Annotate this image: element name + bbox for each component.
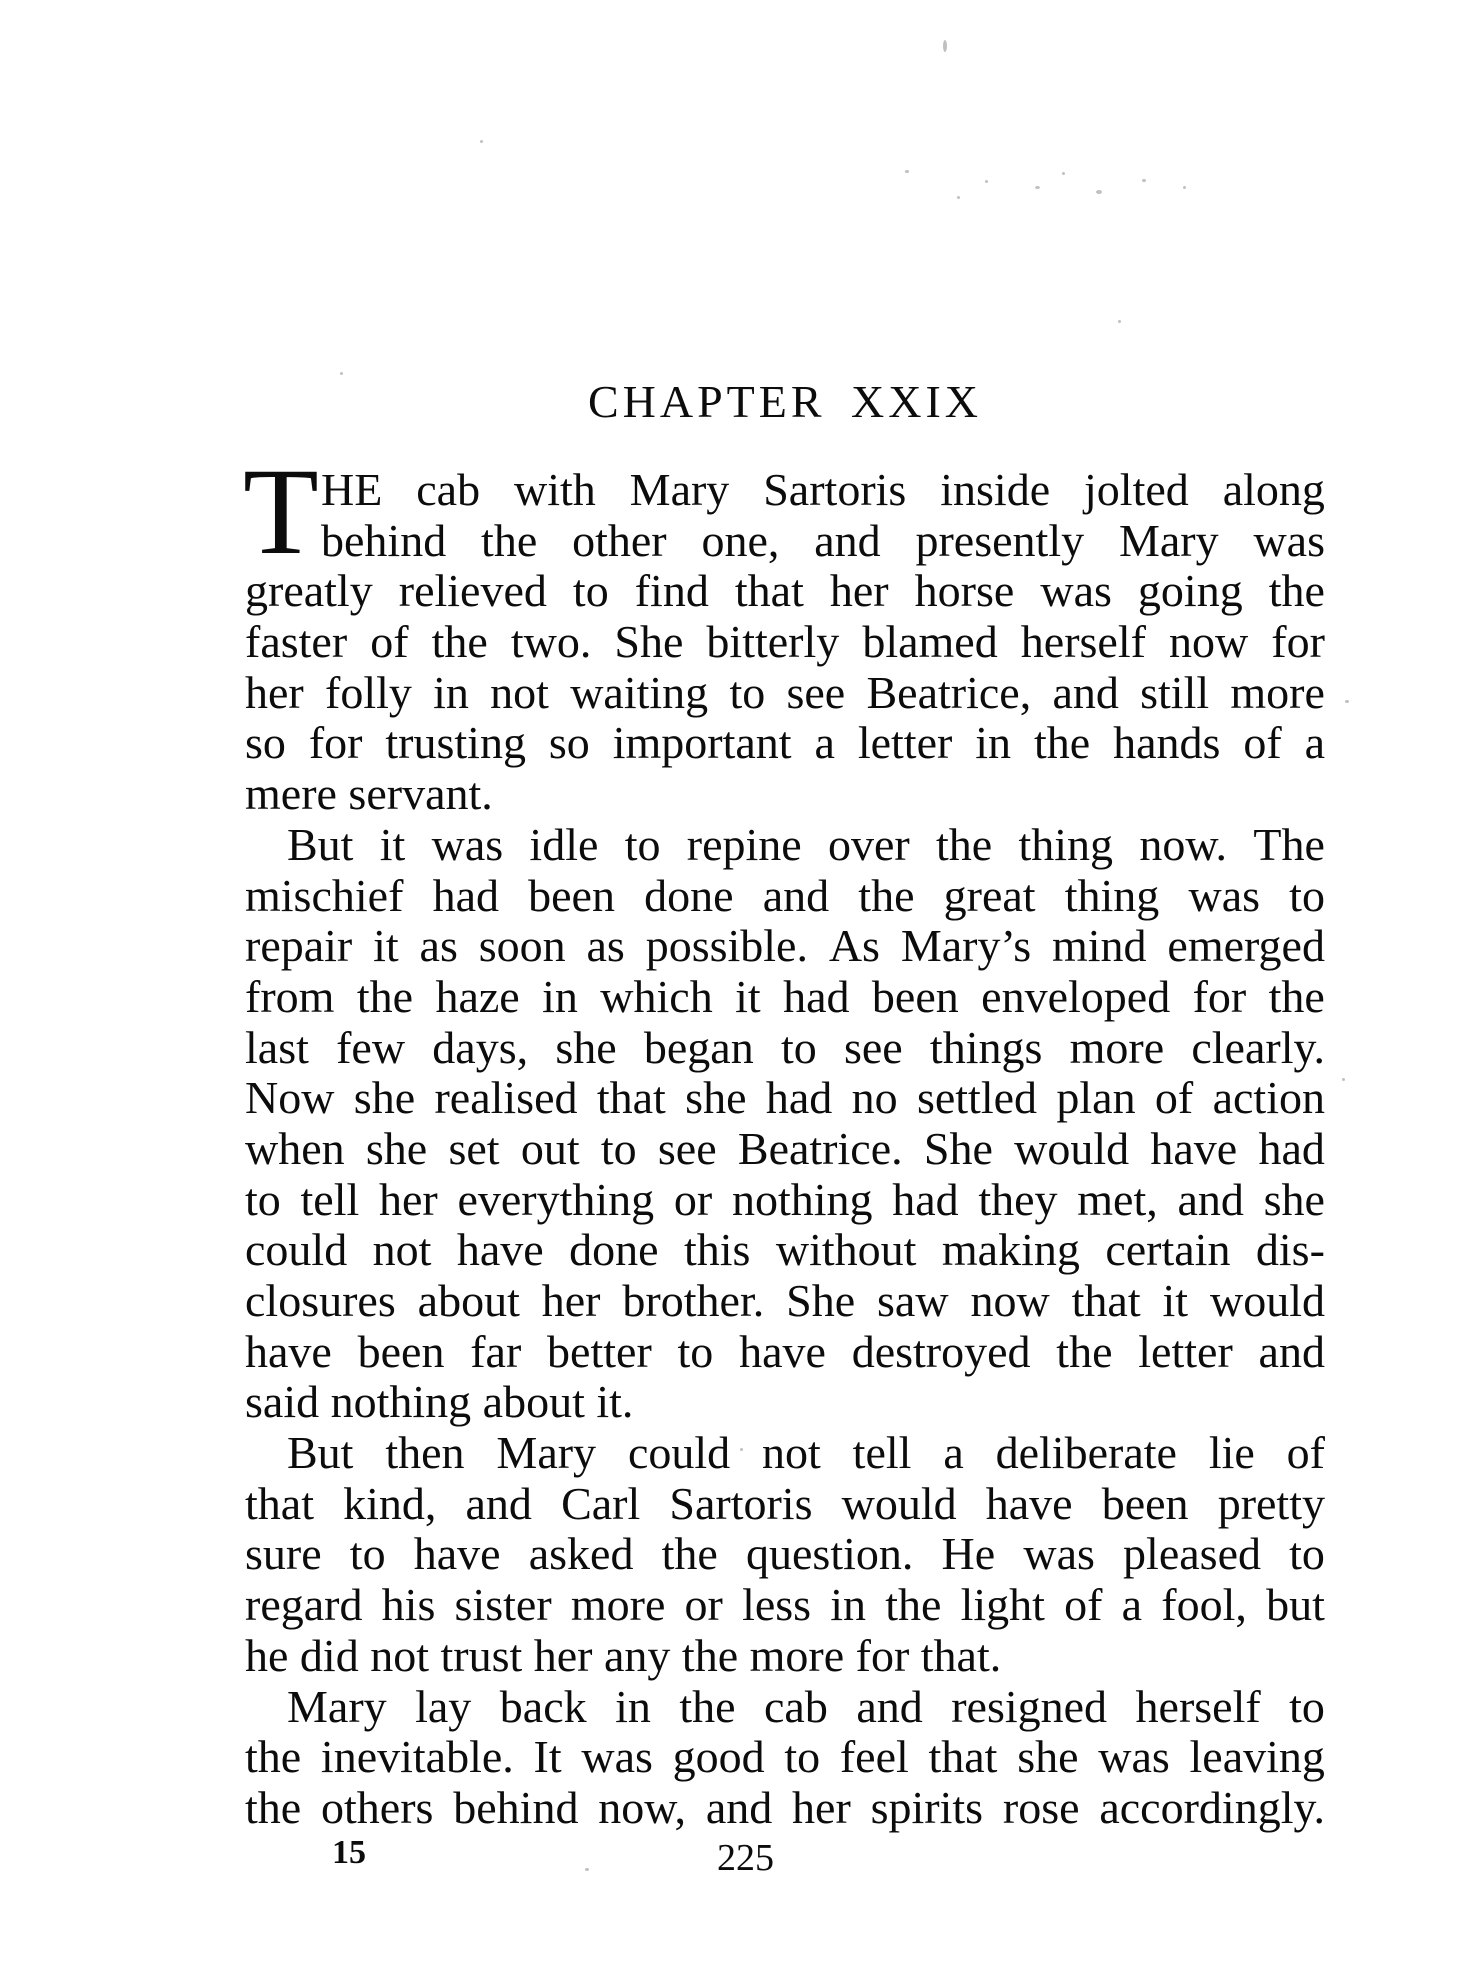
- text-line: to tell her everything or nothing had they met, and she: [245, 1173, 1325, 1225]
- scan-speck: [957, 196, 960, 199]
- scan-speck: [1096, 190, 1102, 194]
- text-line: the others behind now, and her spirits rose accordingly.: [245, 1781, 1325, 1833]
- scan-speck: [985, 180, 988, 183]
- scan-speck: [943, 40, 947, 52]
- text-line: regard his sister more or less in the light of a fool, but: [245, 1579, 1325, 1631]
- scan-speck: [1342, 1078, 1345, 1081]
- scan-speck: [1062, 172, 1065, 175]
- text-line: sure to have asked the question. He was pleased to: [245, 1528, 1325, 1580]
- text-line: have been far better to have destroyed the letter and: [245, 1325, 1325, 1377]
- page-body-text: [243, 443, 1325, 1834]
- text-line: so for trusting so important a letter in the hands of a: [245, 717, 1325, 769]
- scan-speck: [1142, 179, 1146, 182]
- scan-speck: [1345, 700, 1349, 703]
- text-line: last few days, she began to see things more clearly.: [245, 1021, 1325, 1073]
- scan-speck: [740, 1448, 743, 1451]
- text-line: mere servant.: [245, 768, 493, 820]
- text-line: repair it as soon as possible. As Mary’s mind emerged: [245, 920, 1325, 972]
- chapter-heading: CHAPTER XXIX: [587, 376, 983, 427]
- scan-speck: [905, 170, 909, 173]
- text-line: HE cab with Mary Sartoris inside jolted along: [321, 464, 1325, 515]
- scan-speck: [340, 372, 343, 375]
- text-line: he did not trust her any the more for that.: [245, 1629, 1002, 1681]
- text-line: mischief had been done and the great thing was to: [245, 869, 1325, 921]
- scan-speck: [1183, 186, 1186, 189]
- text-line: faster of the two. She bitterly blamed herself now for: [245, 616, 1325, 668]
- text-line: greatly relieved to find that her horse was going the: [245, 565, 1325, 617]
- text-line: that kind, and Carl Sartoris would have been pretty: [245, 1477, 1325, 1529]
- signature-number: 15: [332, 1834, 366, 1871]
- text-line: her folly in not waiting to see Beatrice, and still more: [245, 666, 1325, 718]
- text-line: But it was idle to repine over the thing now. The: [287, 818, 1325, 870]
- text-line: behind the other one, and presently Mary was: [321, 514, 1325, 566]
- drop-cap-letter: T: [243, 443, 319, 580]
- text-line: But then Mary could not tell a deliberate lie of: [287, 1427, 1325, 1479]
- text-line: from the haze in which it had been enveloped for the: [245, 970, 1325, 1022]
- text-line: closures about her brother. She saw now that it would: [245, 1275, 1325, 1326]
- scan-speck: [480, 140, 483, 143]
- scan-speck: [1035, 186, 1040, 189]
- page-number: 225: [717, 1837, 774, 1879]
- text-line: the inevitable. It was good to feel that she was leaving: [245, 1731, 1325, 1783]
- scan-speck: [585, 1868, 589, 1871]
- text-line: said nothing about it.: [245, 1376, 634, 1428]
- text-line: could not have done this without making certain dis-: [245, 1224, 1325, 1276]
- scan-speck: [1118, 320, 1121, 323]
- text-line: Now she realised that she had no settled plan of action: [245, 1072, 1325, 1124]
- text-line: Mary lay back in the cab and resigned herself to: [287, 1680, 1325, 1732]
- text-line: when she set out to see Beatrice. She would have had: [245, 1122, 1325, 1174]
